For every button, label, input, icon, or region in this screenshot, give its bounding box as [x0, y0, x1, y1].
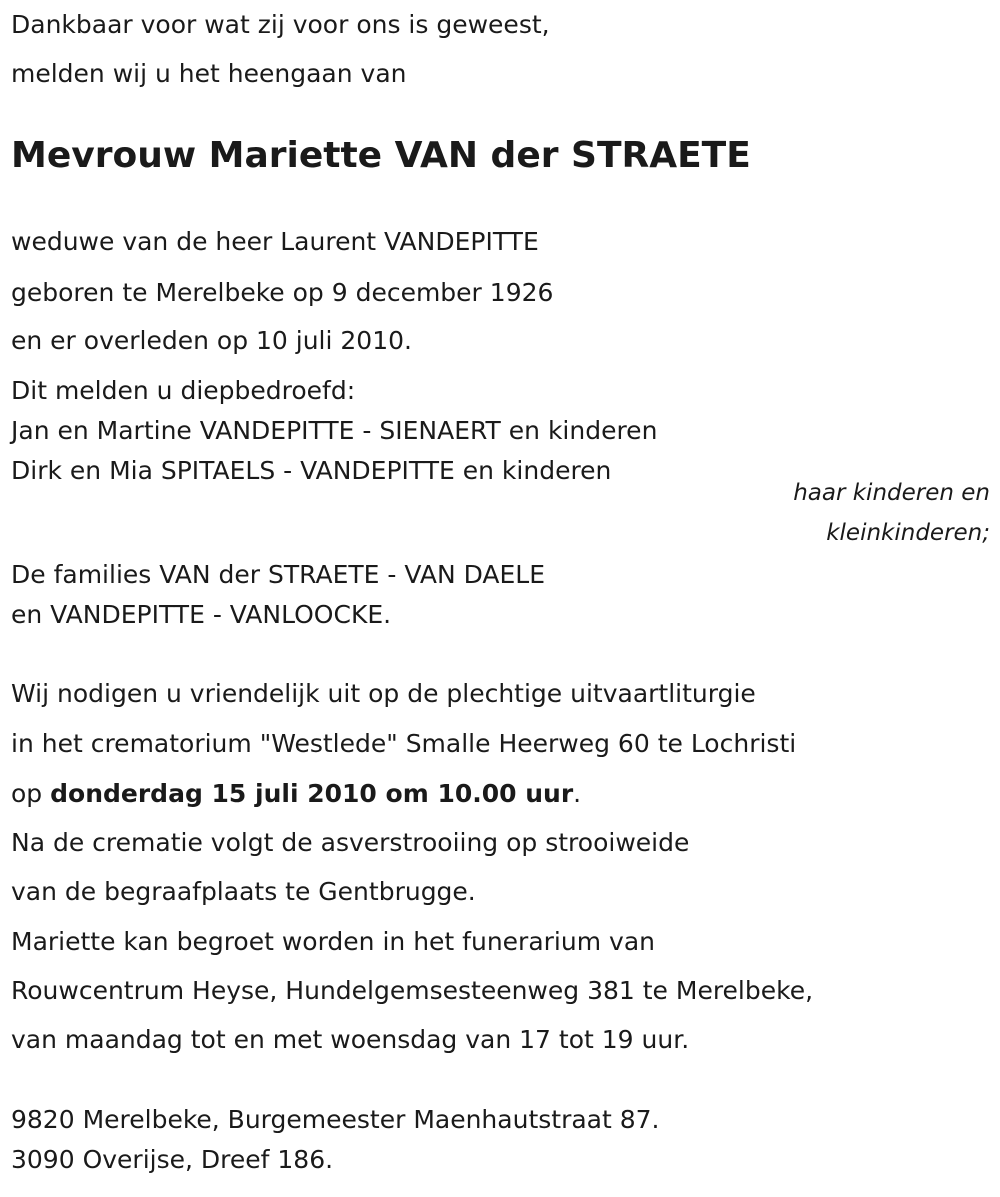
mourners-heading: Dit melden u diepbedroefd: — [11, 376, 356, 405]
address-line-1: 9820 Merelbeke, Burgemeester Maenhautstraat 87. — [11, 1105, 660, 1134]
cremation-line-1: Na de crematie volgt de asverstrooiing op strooiweide — [11, 828, 690, 857]
cremation-line-2: van de begraafplaats te Gentbrugge. — [11, 877, 476, 906]
families-line-1: De families VAN der STRAETE - VAN DAELE — [11, 560, 546, 589]
invitation-line-2: in het crematorium "Westlede" Smalle Heerweg 60 te Lochristi — [11, 729, 797, 758]
invitation-date: donderdag 15 juli 2010 om 10.00 uur — [50, 779, 574, 808]
deceased-name: Mevrouw Mariette VAN der STRAETE — [11, 135, 751, 176]
intro-line-2: melden wij u het heengaan van — [11, 59, 407, 88]
detail-born: geboren te Merelbeke op 9 december 1926 — [11, 278, 554, 307]
address-line-2: 3090 Overijse, Dreef 186. — [11, 1145, 334, 1174]
mourner-line-2: Dirk en Mia SPITAELS - VANDEPITTE en kinderen — [11, 456, 612, 485]
mourner-line-1: Jan en Martine VANDEPITTE - SIENAERT en kinderen — [11, 416, 658, 445]
intro-line-1: Dankbaar voor wat zij voor ons is geweest, — [11, 10, 550, 39]
invitation-line-1: Wij nodigen u vriendelijk uit op de plechtige uitvaartliturgie — [11, 679, 756, 708]
visitation-line-1: Mariette kan begroet worden in het funerarium van — [11, 927, 655, 956]
invitation-date-suffix: . — [573, 779, 582, 808]
side-note-line-2: kleinkinderen; — [826, 520, 990, 546]
visitation-line-2: Rouwcentrum Heyse, Hundelgemsesteenweg 381 te Merelbeke, — [11, 976, 814, 1005]
visitation-line-3: van maandag tot en met woensdag van 17 tot 19 uur. — [11, 1025, 690, 1054]
detail-widow: weduwe van de heer Laurent VANDEPITTE — [11, 227, 539, 256]
invitation-line-3 — [11, 779, 581, 809]
detail-died: en er overleden op 10 juli 2010. — [11, 326, 412, 355]
invitation-date-prefix: op — [11, 779, 51, 808]
families-line-2: en VANDEPITTE - VANLOOCKE. — [11, 600, 392, 629]
side-note-line-1: haar kinderen en — [793, 480, 990, 506]
